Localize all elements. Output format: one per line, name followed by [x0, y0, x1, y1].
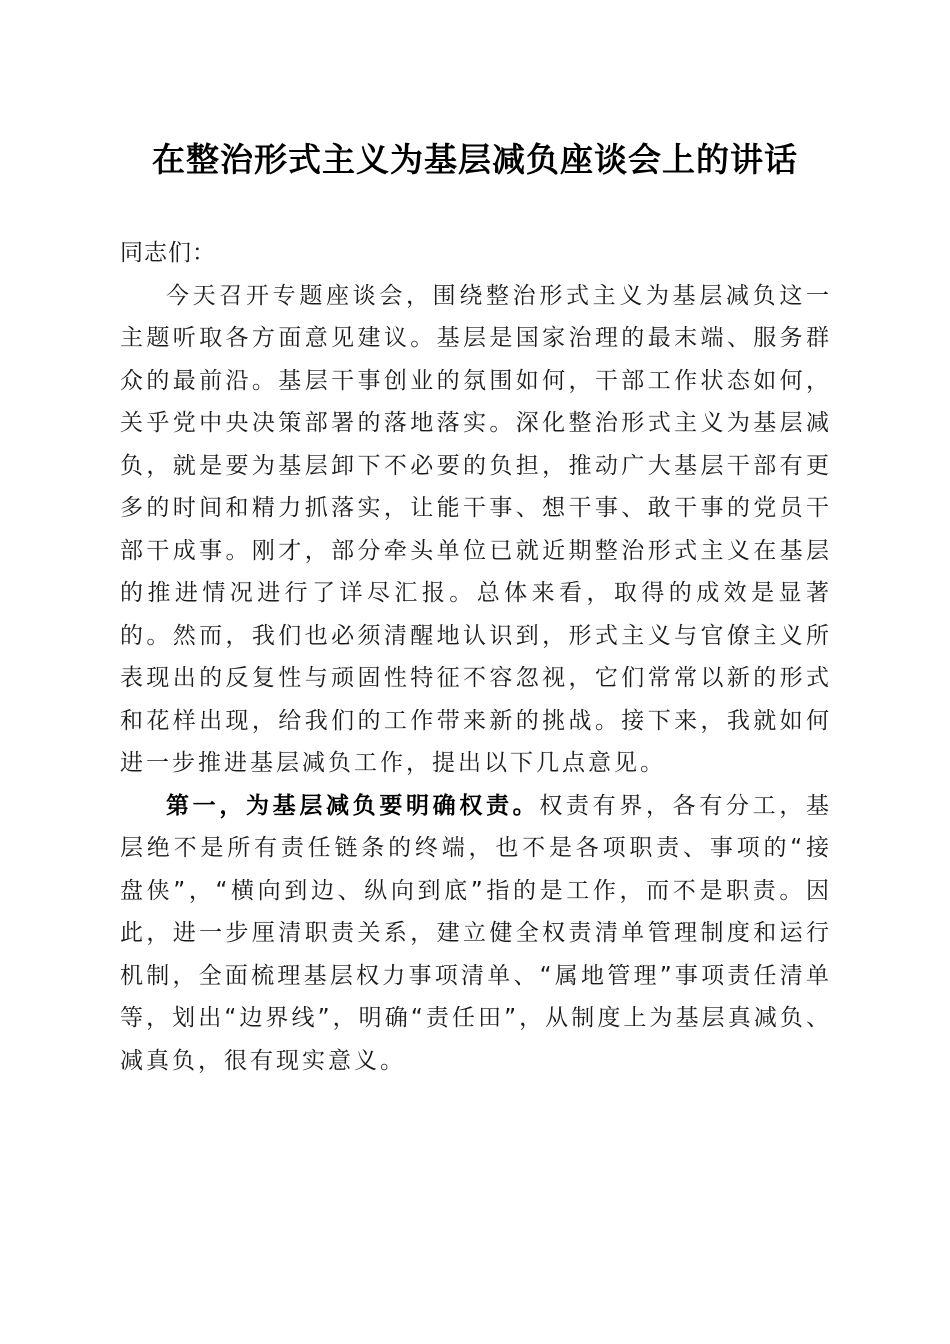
point-one-heading: 第一，为基层减负要明确权责。: [166, 791, 540, 819]
paragraph-intro: 今天召开专题座谈会，围绕整治形式主义为基层减负这一主题听取各方面意见建议。基层是国家治理的最末端、服务群众的最前沿。基层干事创业的氛围如何，干部工作状态如何，关乎党中央决策部署的落地落实。深化整治形式主义为基层减负，就是要为基层卸下不必要的负担，推动广大基层干部有更多的时间和精力抓落实，让能干事、想干事、敢干事的党员干部干成事。刚才，部分牵头单位已就近期整治形式主义在基层的推进情况进行了详尽汇报。总体来看，取得的成效是显著的。然而，我们也必须清醒地认识到，形式主义与官僚主义所表现出的反复性与顽固性特征不容忽视，它们常常以新的形式和花样出现，给我们的工作带来新的挑战。接下来，我就如何进一步推进基层减负工作，提出以下几点意见。: [120, 282, 832, 776]
salutation: 同志们：: [120, 240, 216, 266]
document-body: [120, 232, 832, 1082]
paragraph-point-one: [120, 785, 832, 1083]
point-one-body: 权责有界，各有分工，基层绝不是所有责任链条的终端，也不是各项职责、事项的“接盘侠”，“横向到边、纵向到底”指的是工作，而不是职责。因此，进一步厘清职责关系，建立健全权责清单管理制度和运行机制，全面梳理基层权力事项清单、“属地管理”事项责任清单等，划出“边界线”，明确“责任田”，从制度上为基层真减负、减真负，很有现实意义。: [120, 792, 833, 1074]
document-title: 在整治形式主义为基层减负座谈会上的讲话: [152, 140, 798, 179]
